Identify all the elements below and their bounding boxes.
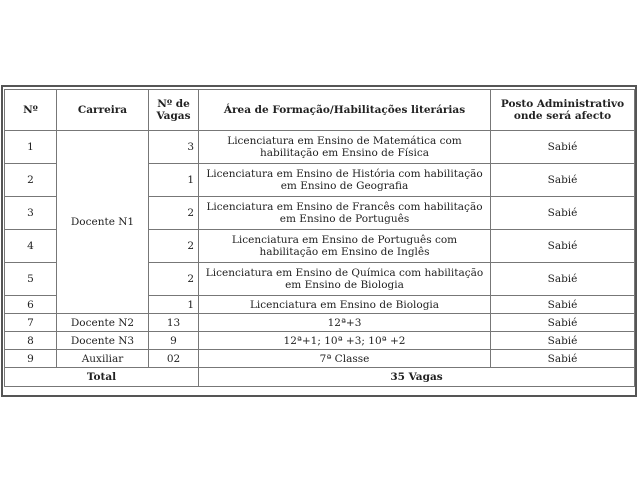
table-row: [5, 332, 635, 350]
row-num: 4: [5, 230, 57, 263]
row-carreira: Docente N2: [57, 314, 149, 332]
row-posto: Sabié: [491, 332, 635, 350]
row-posto: Sabié: [491, 296, 635, 314]
row-area: Licenciatura em Ensino de Matemática com habilitação em Ensino de Física: [199, 131, 491, 164]
header-carreira: Carreira: [57, 90, 149, 131]
row-num: 5: [5, 263, 57, 296]
row-carreira: Docente N1: [57, 131, 149, 314]
header-vagas: Nº de Vagas: [149, 90, 199, 131]
row-area: Licenciatura em Ensino de História com habilitação em Ensino de Geografia: [199, 164, 491, 197]
row-vagas: 3: [149, 131, 199, 164]
row-vagas: 9: [149, 332, 199, 350]
table-row: [5, 131, 635, 164]
row-area: Licenciatura em Ensino de Português com habilitação em Ensino de Inglês: [199, 230, 491, 263]
row-num: 8: [5, 332, 57, 350]
vacancies-table: [4, 89, 635, 387]
row-area: 7ª Classe: [199, 350, 491, 368]
row-posto: Sabié: [491, 230, 635, 263]
row-posto: Sabié: [491, 350, 635, 368]
header-num: Nº: [5, 90, 57, 131]
row-vagas: 2: [149, 197, 199, 230]
total-value: 35 Vagas: [199, 368, 635, 387]
row-num: 3: [5, 197, 57, 230]
row-vagas: 1: [149, 296, 199, 314]
row-area: Licenciatura em Ensino de Química com habilitação em Ensino de Biologia: [199, 263, 491, 296]
row-posto: Sabié: [491, 164, 635, 197]
header-posto: Posto Administrativo onde será afecto: [491, 90, 635, 131]
row-vagas: 13: [149, 314, 199, 332]
row-area: Licenciatura em Ensino de Francês com habilitação em Ensino de Português: [199, 197, 491, 230]
row-posto: Sabié: [491, 263, 635, 296]
total-label: Total: [5, 368, 199, 387]
row-posto: Sabié: [491, 197, 635, 230]
row-num: 9: [5, 350, 57, 368]
row-posto: Sabié: [491, 314, 635, 332]
row-num: 7: [5, 314, 57, 332]
row-num: 2: [5, 164, 57, 197]
table-row: [5, 314, 635, 332]
row-area: 12ª+1; 10ª +3; 10ª +2: [199, 332, 491, 350]
row-vagas: 2: [149, 230, 199, 263]
row-area: 12ª+3: [199, 314, 491, 332]
table-row: [5, 350, 635, 368]
header-area: Área de Formação/Habilitações literárias: [199, 90, 491, 131]
row-vagas: 02: [149, 350, 199, 368]
row-posto: Sabié: [491, 131, 635, 164]
total-row: [5, 368, 635, 387]
row-area: Licenciatura em Ensino de Biologia: [199, 296, 491, 314]
row-num: 1: [5, 131, 57, 164]
header-row: [5, 90, 635, 131]
row-carreira: Auxiliar: [57, 350, 149, 368]
row-vagas: 1: [149, 164, 199, 197]
row-vagas: 2: [149, 263, 199, 296]
row-num: 6: [5, 296, 57, 314]
row-carreira: Docente N3: [57, 332, 149, 350]
